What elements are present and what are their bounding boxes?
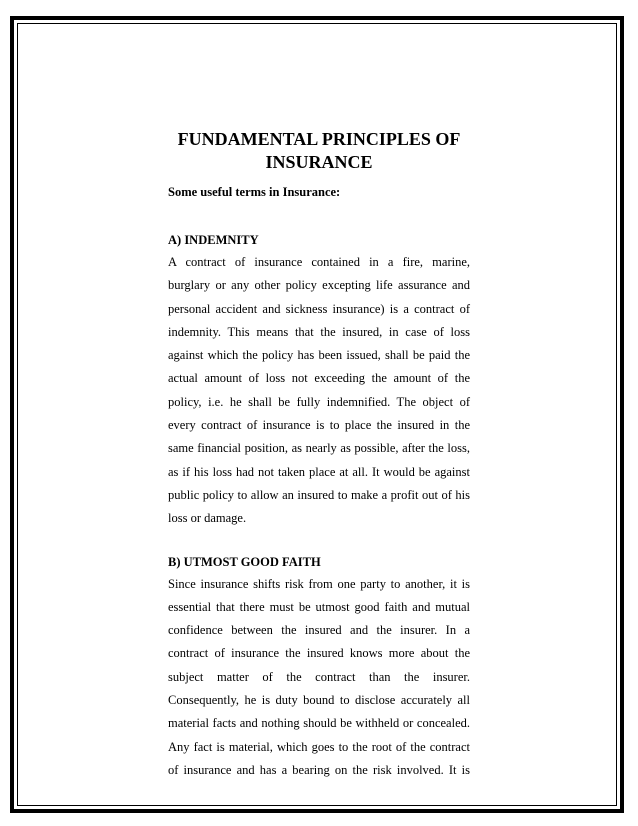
- paragraph-line: actual amount of loss not exceeding the amount of the: [168, 371, 470, 386]
- paragraph-line: essential that there must be utmost good faith and mutual: [168, 599, 470, 614]
- section-utmost-good-faith: [168, 551, 470, 783]
- paragraph-line: contract of insurance the insured knows more about the: [168, 646, 470, 661]
- paragraph-line: A contract of insurance contained in a fire, marine,: [168, 255, 470, 269]
- paragraph-line: against which the policy has been issued, shall be paid the: [168, 348, 470, 363]
- document-subtitle: Some useful terms in Insurance:: [168, 185, 341, 199]
- section-heading: A) INDEMNITY: [168, 233, 259, 247]
- section-paragraph: [168, 573, 470, 783]
- paragraph-line: personal accident and sickness insurance) is a contract of: [168, 301, 470, 316]
- paragraph-line: confidence between the insured and the insurer. In a: [168, 623, 470, 638]
- paragraph-line: every contract of insurance is to place the insured in the: [168, 418, 470, 433]
- section-paragraph: [168, 251, 470, 531]
- paragraph-line: material facts and nothing should be withheld or concealed.: [168, 716, 470, 731]
- paragraph-line: of insurance and has a bearing on the risk involved. It is: [168, 762, 470, 777]
- paragraph-line: Since insurance shifts risk from one party to another, it is: [168, 576, 470, 591]
- section-heading: B) UTMOST GOOD FAITH: [168, 554, 321, 569]
- paragraph-line: policy, i.e. he shall be fully indemnified. The object of: [168, 394, 470, 409]
- paragraph-line: same financial position, as nearly as possible, after the loss,: [168, 441, 470, 456]
- paragraph-line: subject matter of the contract than the insurer.: [168, 669, 470, 684]
- paragraph-line: loss or damage.: [168, 511, 247, 526]
- document-body: [168, 128, 470, 782]
- section-indemnity: [168, 229, 470, 531]
- paragraph-line: indemnity. This means that the insured, in case of loss: [168, 324, 470, 339]
- paragraph-line: as if his loss had not taken place at all. It would be against: [168, 464, 470, 479]
- document-title: FUNDAMENTAL PRINCIPLES OF INSURANCE: [177, 129, 461, 172]
- paragraph-line: Any fact is material, which goes to the root of the contract: [168, 739, 470, 754]
- paragraph-line: Consequently, he is duty bound to disclose accurately all: [168, 693, 470, 708]
- paragraph-line: public policy to allow an insured to make a profit out of his: [168, 487, 470, 502]
- paragraph-line: burglary or any other policy excepting life assurance and: [168, 278, 470, 293]
